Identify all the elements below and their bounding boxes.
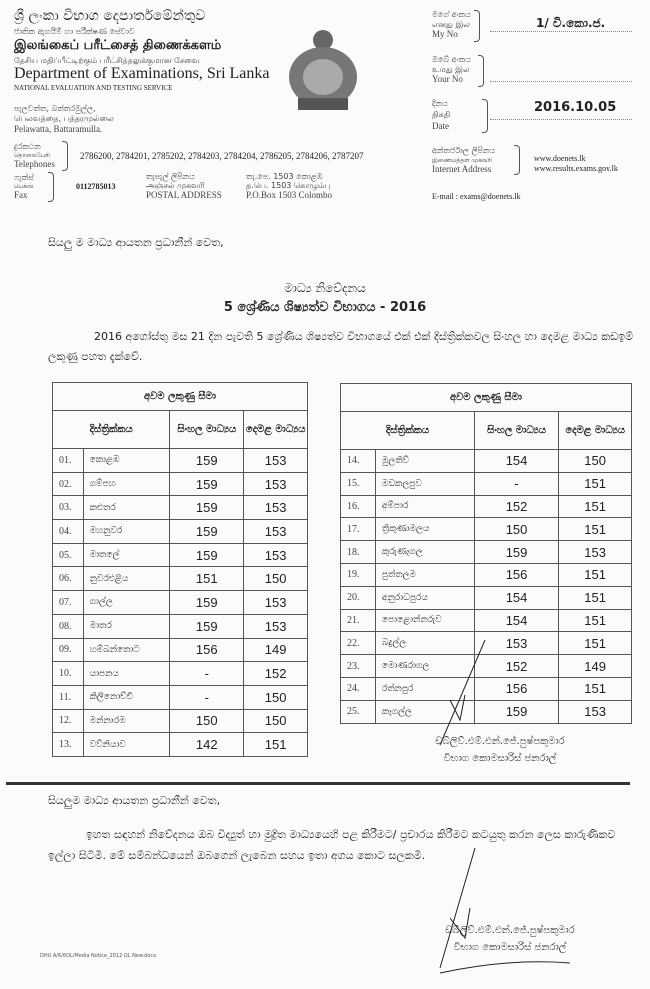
row-number: 25.	[341, 700, 376, 723]
signature-icon	[430, 848, 580, 978]
national-emblem-icon	[284, 22, 362, 112]
address-english: Pelawatta, Battaramulla.	[14, 124, 103, 134]
dept-name-tamil: இலங்கைப் பரீட்சைத் திணைக்களம்	[14, 38, 222, 53]
sinhala-cutoff: 153	[474, 632, 558, 655]
district-name: ගම්පහ	[83, 472, 170, 496]
service-name-english: NATIONAL EVALUATION AND TESTING SERVICE	[14, 84, 173, 92]
table-caption: අවම ලකුණු සීමා	[341, 384, 632, 412]
my-no-value: 1/ වි.කො.ජ.	[490, 16, 632, 32]
sinhala-cutoff: -	[170, 685, 244, 709]
tamil-cutoff: 149	[559, 655, 632, 678]
tamil-cutoff: 151	[559, 677, 632, 700]
notice-title: මාධ්‍ය නිවේදනය	[284, 281, 366, 295]
row-number: 07.	[53, 591, 84, 615]
district-name: යාපනය	[83, 662, 170, 686]
sinhala-cutoff: -	[170, 662, 244, 686]
footer-salutation: සියලුම මාධ්‍ය ආයතන ප්‍රධානීන් වෙත,	[48, 794, 221, 807]
tamil-cutoff: 153	[244, 449, 308, 473]
table-row	[53, 638, 308, 662]
tamil-cutoff: 151	[559, 632, 632, 655]
row-number: 24.	[341, 677, 376, 700]
table-row	[341, 609, 632, 632]
fax-label-si: ෆැක්ස්	[14, 173, 34, 182]
table-row	[53, 709, 308, 733]
tel-label-ta: தொலைபேசி	[14, 152, 50, 159]
tamil-cutoff: 153	[559, 541, 632, 564]
row-number: 05.	[53, 543, 84, 567]
district-name: මන්නාරම	[83, 709, 170, 733]
telephone-numbers: 2786200, 2784201, 2785202, 2784203, 2784204, 2786205, 2784206, 2787207	[80, 151, 364, 161]
signatory-title: විභාග කොමසාරිස් ජනරාල්	[443, 753, 557, 764]
sinhala-cutoff: 142	[170, 733, 244, 757]
dept-name-english: Department of Examinations, Sri Lanka	[14, 65, 270, 82]
table-row	[341, 495, 632, 518]
row-number: 04.	[53, 520, 84, 544]
tamil-cutoff: 151	[559, 472, 632, 495]
internet-label-en: Internet Address	[432, 164, 492, 174]
my-no-label-en: My No	[432, 29, 458, 39]
district-name: මහනුවර	[83, 520, 170, 544]
divider	[6, 782, 630, 785]
district-name: මඩකලපුව	[375, 472, 474, 495]
your-no-label-en: Your No	[432, 74, 463, 84]
table-row	[53, 614, 308, 638]
tamil-cutoff: 151	[559, 495, 632, 518]
district-name: අනුරාධපුරය	[375, 586, 474, 609]
address-tamil: பெலவத்தை, பத்தரமுல்லை	[14, 114, 114, 123]
row-number: 15.	[341, 472, 376, 495]
col-sinhala: සිංහල මාධ්‍යය	[170, 411, 244, 449]
tamil-cutoff: 149	[244, 638, 308, 662]
row-number: 11.	[53, 685, 84, 709]
exam-title: 5 ශ්‍රේණිය ශිෂ්‍යත්ව විභාගය - 2016	[223, 300, 427, 315]
row-number: 13.	[53, 733, 84, 757]
district-name: මොණරාගල	[375, 655, 474, 678]
district-name: මාතර	[83, 614, 170, 638]
tamil-cutoff: 150	[559, 450, 632, 473]
pobox-si: තැ.පෙ. 1503 කොළඹ	[246, 172, 323, 181]
table-row	[53, 520, 308, 544]
service-name-tamil: தேசிய மதிப்பீட்டிற்கும் பரீட்சித்தலுக்குமான சேவை	[14, 56, 200, 65]
pobox-en: P.O.Box 1503 Colombo	[246, 190, 333, 200]
sinhala-cutoff: 150	[474, 518, 558, 541]
table-row	[341, 586, 632, 609]
sinhala-cutoff: 159	[170, 614, 244, 638]
table-row	[53, 496, 308, 520]
district-name: ත්‍රිකුණාමලය	[375, 518, 474, 541]
table-row	[341, 518, 632, 541]
footer-body: ඉහත සඳහන් නිවේදනය ඔබ විද්‍යුත් හා මුද්‍රිත මාධ්‍යයෙහි පළ කිරීමට/ ප්‍රචාරය කිරීමට කටයුතු කරන ලෙස කාරුණිකව ඉල්ලා සිටිමි. මේ සම්බන්ධයෙන් ඔබගෙන් ලැබෙන සහය ඉතා අගය කොට සලකමි.	[48, 828, 616, 862]
row-number: 14.	[341, 450, 376, 473]
tamil-cutoff: 153	[244, 614, 308, 638]
row-number: 18.	[341, 541, 376, 564]
service-name-sinhala: ජාතික ඇගයීම් හා පරීක්ෂණ සේවාව	[14, 27, 135, 36]
table-caption: අවම ලකුණු සීමා	[53, 383, 308, 411]
date-label-ta: திகதி	[432, 110, 451, 119]
notice-body: 2016 අගෝස්තු මස 21 දින පැවති 5 ශ්‍රේණිය ශිෂ්‍යත්ව විභාගයේ එක් එක් දිස්ත්‍රික්කවල සිංහල හා දෙමළ මාධ්‍ය කඩඉම් ලකුණු පහත දැක්වේ.	[48, 330, 634, 363]
tamil-cutoff: 150	[244, 567, 308, 591]
district-name: මාතලේ	[83, 543, 170, 567]
internet-label-ta: இணையத்தள முகவரி	[432, 157, 492, 164]
sinhala-cutoff: 159	[474, 700, 558, 723]
table-row	[53, 685, 308, 709]
tamil-cutoff: 153	[244, 543, 308, 567]
brace	[482, 99, 488, 133]
row-number: 09.	[53, 638, 84, 662]
col-district: දිස්ත්‍රික්කය	[53, 411, 170, 449]
table-row	[53, 733, 308, 757]
district-name: නුවරඑළිය	[83, 567, 170, 591]
tamil-cutoff: 153	[244, 472, 308, 496]
sinhala-cutoff: 154	[474, 450, 558, 473]
tamil-cutoff: 150	[244, 685, 308, 709]
sinhala-cutoff: 154	[474, 609, 558, 632]
your-no-value	[490, 70, 632, 82]
sinhala-cutoff: -	[474, 472, 558, 495]
tamil-cutoff: 153	[244, 520, 308, 544]
tamil-cutoff: 153	[244, 591, 308, 615]
row-number: 16.	[341, 495, 376, 518]
footer-signatory-title: විභාග කොමසාරිස් ජනරාල්	[453, 942, 567, 953]
my-no-label-ta: எனது இல	[432, 20, 470, 29]
sinhala-cutoff: 152	[474, 495, 558, 518]
tamil-cutoff: 151	[559, 609, 632, 632]
col-sinhala: සිංහල මාධ්‍යය	[474, 412, 558, 450]
tel-label-en: Telephones	[14, 159, 55, 169]
footer-signatory-name: ඩබ්ලිව්.එම්.එන්.ජේ.පුෂ්පකුමාර	[445, 925, 575, 936]
district-name: ගාල්ල	[83, 591, 170, 615]
your-no-label-si: ඔබේ අංකය	[432, 55, 471, 64]
district-name: කිලිනොච්චි	[83, 685, 170, 709]
postal-label-ta: அஞ்சல் முகவரி	[146, 181, 205, 190]
email-address[interactable]: E-mail : exams@doenets.lk	[432, 192, 521, 201]
date-value: 2016.10.05	[490, 100, 632, 120]
table-row	[53, 543, 308, 567]
postal-label-en: POSTAL ADDRESS	[146, 190, 222, 200]
row-number: 21.	[341, 609, 376, 632]
district-name: බදුල්ල	[375, 632, 474, 655]
row-number: 22.	[341, 632, 376, 655]
col-tamil: දෙමළ මාධ්‍යය	[559, 412, 632, 450]
sinhala-cutoff: 156	[474, 677, 558, 700]
district-name: රත්නපුර	[375, 677, 474, 700]
table-row	[341, 541, 632, 564]
signatory-name: ඩබ්ලිව්.එම්.එන්.ජේ.පුෂ්පකුමාර	[435, 736, 565, 747]
district-name: පොළොන්නරුව	[375, 609, 474, 632]
cutoff-table-left	[52, 382, 308, 757]
row-number: 01.	[53, 449, 84, 473]
district-name: හම්බන්තොට	[83, 638, 170, 662]
your-no-label-ta: உமது இல	[432, 65, 470, 74]
district-name: කළුතර	[83, 496, 170, 520]
tamil-cutoff: 150	[244, 709, 308, 733]
district-name: කෑගල්ල	[375, 700, 474, 723]
tamil-cutoff: 151	[559, 518, 632, 541]
pobox-ta: த.பெ. 1503 கொழும்பு	[246, 181, 331, 190]
table-row	[53, 449, 308, 473]
postal-label-si: තැපැල් ලිපිනය	[146, 172, 195, 181]
sinhala-cutoff: 151	[170, 567, 244, 591]
district-name: පුත්තලම	[375, 563, 474, 586]
tamil-cutoff: 153	[559, 700, 632, 723]
results-website-link[interactable]: www.results.exams.gov.lk	[534, 164, 618, 173]
district-name: මුලතිව්	[375, 450, 474, 473]
sinhala-cutoff: 154	[474, 586, 558, 609]
col-tamil: දෙමළ මාධ්‍යය	[244, 411, 308, 449]
district-name: කොළඹ	[83, 449, 170, 473]
sinhala-cutoff: 156	[170, 638, 244, 662]
date-label-si: දිනය	[432, 99, 448, 108]
col-district: දිස්ත්‍රික්කය	[341, 412, 475, 450]
sinhala-cutoff: 159	[170, 449, 244, 473]
brace	[474, 10, 480, 42]
file-reference: DHU A/6/6OL/Media Notice_2012 OL New.docx	[40, 953, 157, 959]
tamil-cutoff: 151	[559, 563, 632, 586]
table-row	[341, 563, 632, 586]
table-row	[53, 591, 308, 615]
date-label-en: Date	[432, 121, 449, 131]
tamil-cutoff: 151	[244, 733, 308, 757]
sinhala-cutoff: 159	[170, 472, 244, 496]
fax-number: 0112785013	[76, 182, 116, 191]
internet-label-si: අන්තර්ජාල ලිපිනය	[432, 146, 496, 155]
row-number: 12.	[53, 709, 84, 733]
table-row	[53, 662, 308, 686]
district-name: අම්පාර	[375, 495, 474, 518]
row-number: 10.	[53, 662, 84, 686]
sinhala-cutoff: 159	[474, 541, 558, 564]
row-number: 23.	[341, 655, 376, 678]
brace	[48, 172, 54, 202]
table-row	[341, 472, 632, 495]
sinhala-cutoff: 159	[170, 496, 244, 520]
brace	[514, 145, 520, 175]
fax-label-ta: பெக்ஸ்	[14, 183, 34, 190]
row-number: 03.	[53, 496, 84, 520]
sinhala-cutoff: 152	[474, 655, 558, 678]
district-name: වව්නියාව	[83, 733, 170, 757]
table-row	[341, 450, 632, 473]
tamil-cutoff: 153	[244, 496, 308, 520]
sinhala-cutoff: 159	[170, 591, 244, 615]
dept-name-sinhala: ශ්‍රී ලංකා විභාග දෙපාර්තමේන්තුව	[14, 8, 206, 24]
salutation: සියලු ම මාධ්‍ය ආයතන ප්‍රධානීන් වෙත,	[48, 236, 224, 249]
tamil-cutoff: 152	[244, 662, 308, 686]
tel-label-si: දුරකථන	[14, 142, 41, 151]
row-number: 17.	[341, 518, 376, 541]
table-row	[53, 472, 308, 496]
sinhala-cutoff: 159	[170, 543, 244, 567]
brace	[62, 141, 68, 171]
row-number: 19.	[341, 563, 376, 586]
brace	[478, 55, 484, 87]
district-name: කුරුණෑගල	[375, 541, 474, 564]
row-number: 06.	[53, 567, 84, 591]
table-row	[53, 567, 308, 591]
sinhala-cutoff: 156	[474, 563, 558, 586]
address-sinhala: පැලවත්ත, බත්තරමුල්ල,	[14, 104, 96, 113]
sinhala-cutoff: 150	[170, 709, 244, 733]
website-link[interactable]: www.doenets.lk	[534, 154, 586, 163]
row-number: 02.	[53, 472, 84, 496]
row-number: 08.	[53, 614, 84, 638]
tamil-cutoff: 151	[559, 586, 632, 609]
sinhala-cutoff: 159	[170, 520, 244, 544]
fax-label-en: Fax	[14, 190, 28, 200]
row-number: 20.	[341, 586, 376, 609]
my-no-label-si: මගේ අංකය	[432, 10, 471, 19]
